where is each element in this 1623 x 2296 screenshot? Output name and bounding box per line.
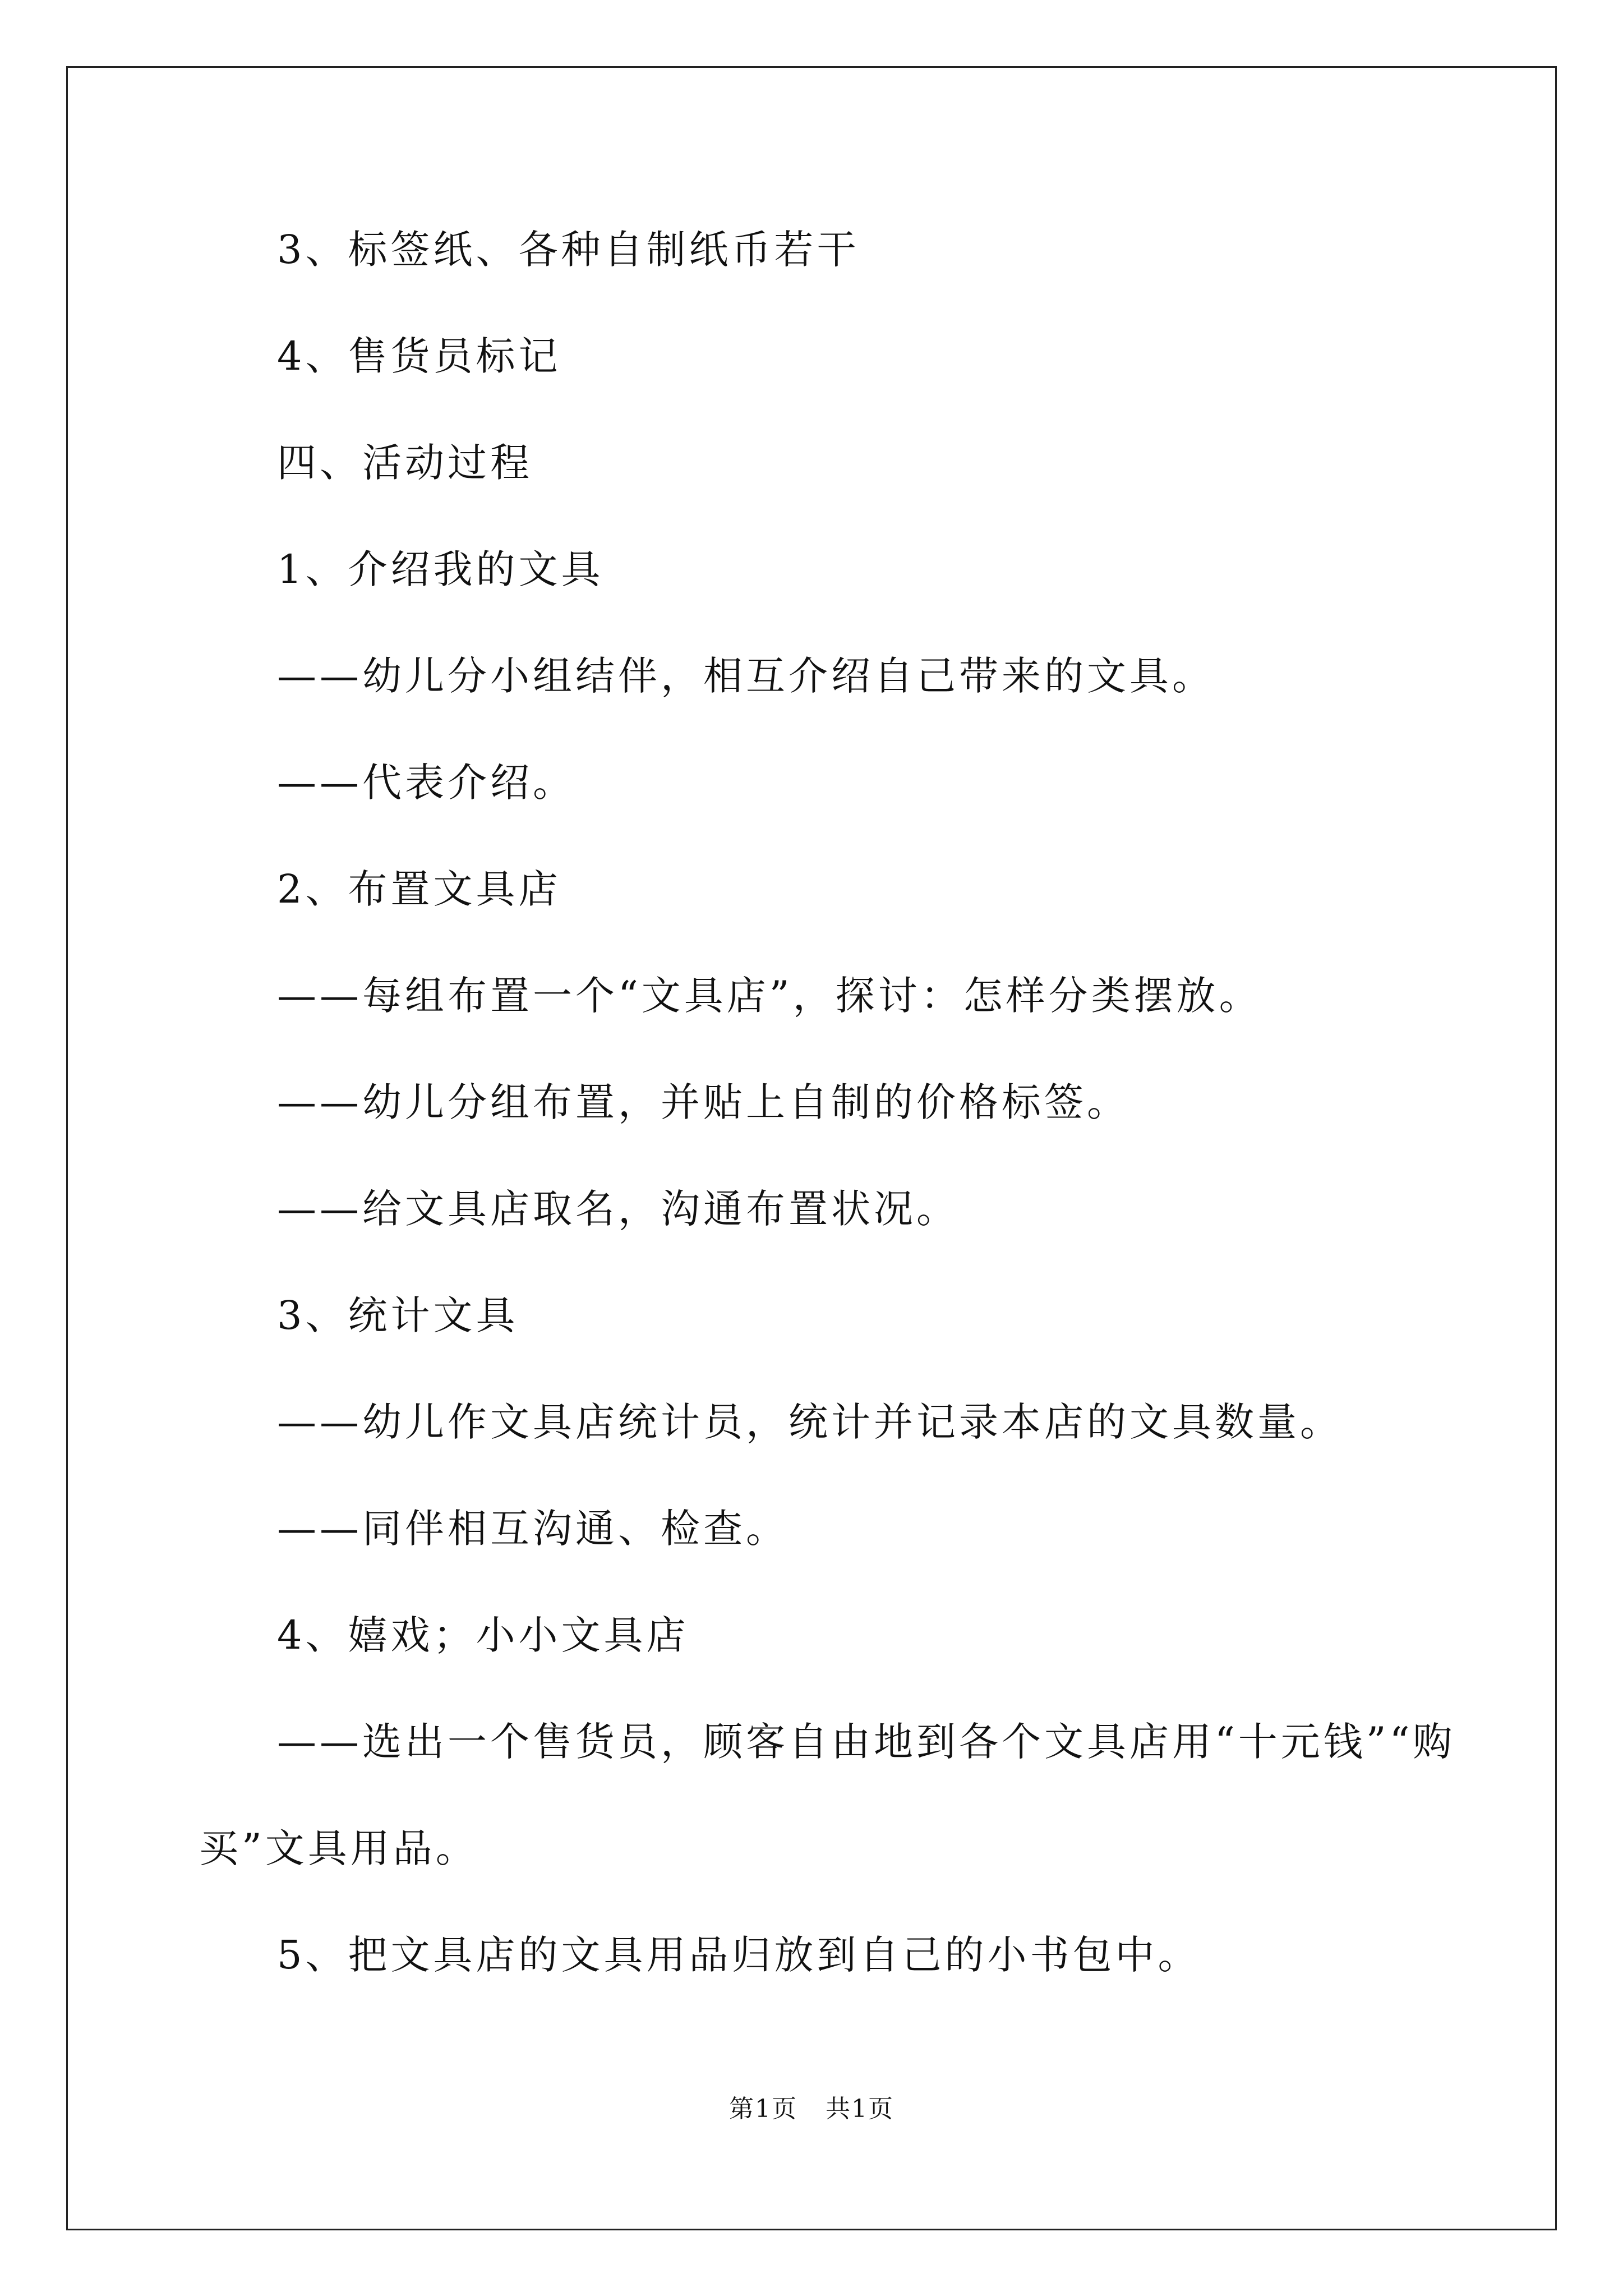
text-line-13: ——同伴相互沟通、检查。	[277, 1506, 789, 1552]
text-line-16: 买”文具用品。	[199, 1825, 478, 1871]
section-heading: 四、活动过程	[277, 440, 533, 486]
text-line-9: ——幼儿分组布置，并贴上自制的价格标签。	[277, 1079, 1129, 1125]
text-line-15: ——选出一个售货员，顾客自由地到各个文具店用“十元钱”“购	[277, 1719, 1456, 1765]
page-number-total: 共1页	[826, 2095, 894, 2123]
text-line-1: 3、标签纸、各种自制纸币若干	[277, 227, 860, 273]
text-line-2: 4、售货员标记	[277, 333, 561, 379]
text-line-5: ——幼儿分小组结伴，相互介绍自己带来的文具。	[277, 653, 1215, 699]
text-line-14: 4、嬉戏；小小文具店	[277, 1612, 689, 1658]
text-line-10: ——给文具店取名，沟通布置状况。	[277, 1186, 959, 1232]
page-number-current: 第1页	[729, 2095, 797, 2123]
text-line-7: 2、布置文具店	[277, 866, 561, 912]
text-line-8: ——每组布置一个“文具店”，探讨：怎样分类摆放。	[277, 973, 1262, 1019]
page-frame	[66, 66, 1557, 2230]
text-line-6: ——代表介绍。	[277, 760, 575, 806]
page-footer	[0, 2093, 1623, 2125]
text-line-4: 1、介绍我的文具	[277, 546, 604, 592]
text-line-17: 5、把文具店的文具用品归放到自己的小书包中。	[277, 1932, 1201, 1978]
text-line-12: ——幼儿作文具店统计员，统计并记录本店的文具数量。	[277, 1399, 1343, 1445]
text-line-11: 3、统计文具	[277, 1292, 519, 1338]
